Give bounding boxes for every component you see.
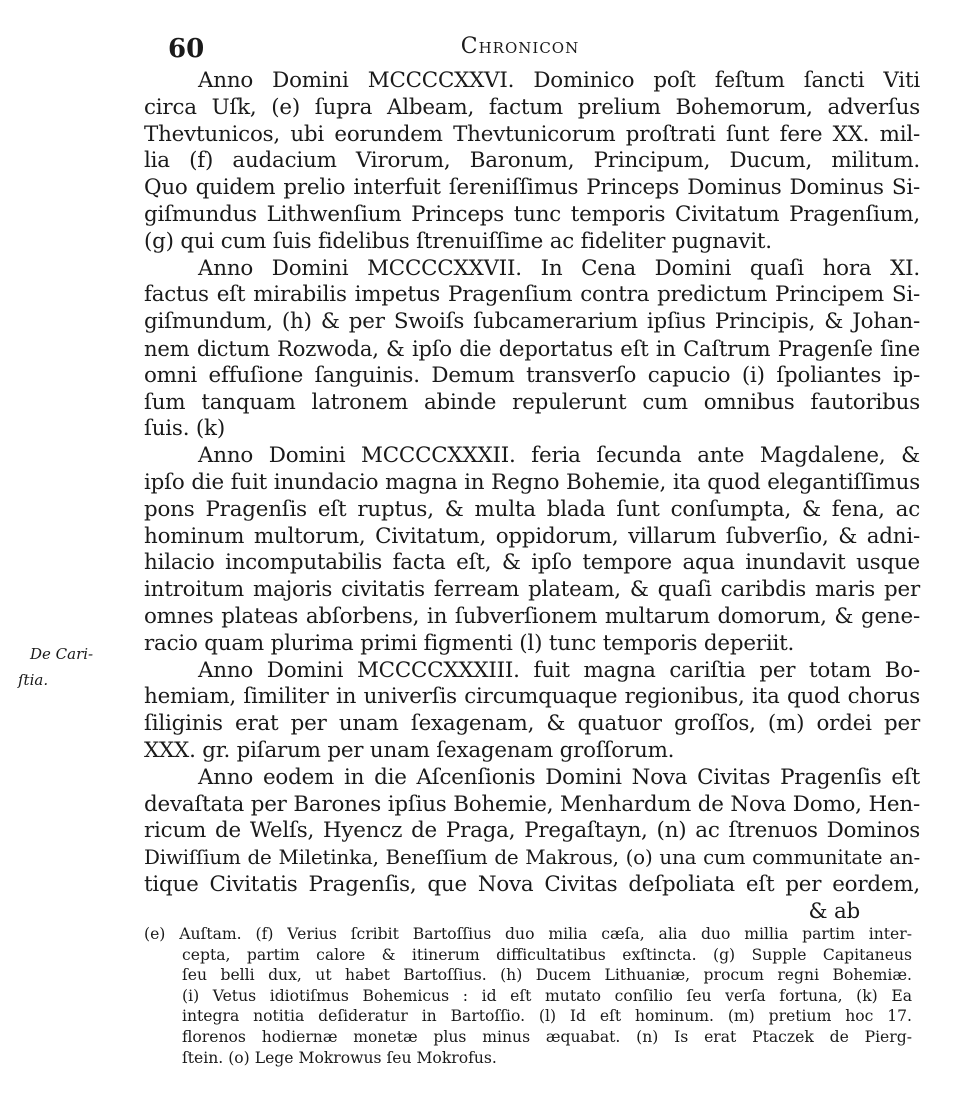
text-line: Anno Domini MCCCCXXXII. feria ſecunda ante Magdalene, &: [198, 443, 920, 469]
footnote-line: (i) Vetus idiotiſmus Bohemicus : id eſt mutato conſilio ſeu verſa fortuna, (k) Ea: [182, 986, 912, 1005]
text-line: Quo quidem prelio interfuit ſereniſſimus Princeps Dominus Dominus Si-: [144, 175, 920, 201]
text-line: giſmundum, (h) & per Swoiſs ſubcamerarium ipſius Principis, & Johan-: [144, 309, 920, 335]
text-line: Anno Domini MCCCCXXXIII. fuit magna cariſtia per totam Bo-: [198, 657, 920, 683]
margin-note: [18, 641, 94, 693]
text-line: Anno eodem in die Aſcenſionis Domini Nova Civitas Pragenſis eſt: [198, 764, 920, 790]
text-line: nem dictum Rozwoda, & ipſo die deportatus eſt in Caſtrum Pragenſe ſine: [144, 335, 920, 361]
text-line: Anno Domini MCCCCXXVII. In Cena Domini quaſi hora XI.: [198, 255, 920, 281]
text-line: tique Civitatis Pragenſis, que Nova Civitas deſpoliata eſt per eordem,: [144, 871, 920, 897]
text-line: ſiliginis erat per unam ſexagenam, & quatuor groſſos, (m) ordei per: [144, 711, 920, 737]
catchword: & ab: [808, 898, 860, 924]
footnotes: [144, 924, 912, 1068]
margin-note-line: De Cari-: [30, 645, 94, 663]
footnote-line: cepta, partim calore & itinerum difficultatibus exſtincta. (g) Supple Capitaneus: [182, 945, 912, 964]
text-line: ricum de Welſs, Hyencz de Praga, Pregaſtayn, (n) ac ſtrenuos Dominos: [144, 818, 920, 844]
footnote-line: (e) Auſtam. (f) Verius ſcribit Bartoſſius duo milia cæſa, alia duo millia partim inter-: [144, 925, 912, 943]
text-line: Diwiſſium de Miletinka, Beneſſium de Makrous, (o) una cum communitate an-: [144, 846, 920, 870]
text-line: omni effuſione ſanguinis. Demum transverſo capucio (i) ſpoliantes ip-: [144, 362, 920, 388]
text-line: hominum multorum, Civitatum, oppidorum, villarum ſubverſio, & adni-: [144, 523, 920, 549]
text-line: hemiam, ſimiliter in univerſis circumquaque regionibus, ita quod chorus: [144, 684, 920, 710]
text-line: ſuis. (k): [144, 416, 225, 442]
text-line: racio quam plurima primi figmenti (l) tunc temporis deperiit.: [144, 630, 795, 656]
text-line: lia (f) audacium Virorum, Baronum, Principum, Ducum, militum.: [144, 148, 920, 174]
page-number: 60: [168, 34, 205, 64]
footnote-line: florenos hodiernæ monetæ plus minus æquabat. (n) Is erat Ptaczek de Pierg-: [182, 1027, 912, 1046]
text-line: Thevtunicos, ubi eorundem Thevtunicorum proſtrati ſunt fere XX. mil-: [144, 121, 920, 147]
text-line: pons Pragenſis eſt ruptus, & multa blada ſunt conſumpta, & fena, ac: [144, 496, 920, 522]
text-line: (g) qui cum ſuis fidelibus ſtrenuiſſime ac fideliter pugnavit.: [144, 228, 772, 254]
margin-note-line: ſtia.: [18, 671, 49, 689]
text-line: ſum tanquam latronem abinde repulerunt cum omnibus fautoribus: [144, 389, 920, 415]
text-line: hilacio incomputabilis facta eſt, & ipſo tempore aqua inundavit usque: [144, 550, 920, 576]
text-line: devaſtata per Barones ipſius Bohemie, Menhardum de Nova Domo, Hen-: [144, 791, 920, 817]
footnote-line: integra notitia deſideratur in Bartoſſio. (l) Id eſt hominum. (m) pretium hoc 17.: [182, 1007, 912, 1026]
footnote-line: ſtein. (o) Lege Mokrowus ſeu Mokrofus.: [182, 1048, 497, 1067]
text-line: circa Uſk, (e) ſupra Albeam, factum prelium Bohemorum, adverſus: [144, 94, 920, 120]
running-title: Chronicon: [460, 34, 580, 59]
main-text: [144, 68, 920, 926]
text-line: XXX. gr. piſarum per unam ſexagenam groſſorum.: [144, 737, 675, 763]
text-line: omnes plateas abſorbens, in ſubverſionem multarum domorum, & gene-: [144, 603, 920, 629]
footnote-line: ſeu belli dux, ut habet Bartoſſius. (h) Ducem Lithuaniæ, procum regni Bohemiæ.: [182, 966, 912, 985]
text-line: factus eſt mirabilis impetus Pragenſium contra predictum Principem Si-: [144, 282, 920, 308]
text-line: introitum majoris civitatis ferream plateam, & quaſi caribdis maris per: [144, 577, 920, 603]
text-line: giſmundus Lithwenſium Princeps tunc temporis Civitatum Pragenſium,: [144, 201, 920, 227]
text-line: ipſo die fuit inundacio magna in Regno Bohemie, ita quod elegantiſſimus: [144, 469, 920, 495]
text-line: Anno Domini MCCCCXXVI. Dominico poſt feſtum ſancti Viti: [198, 68, 920, 93]
